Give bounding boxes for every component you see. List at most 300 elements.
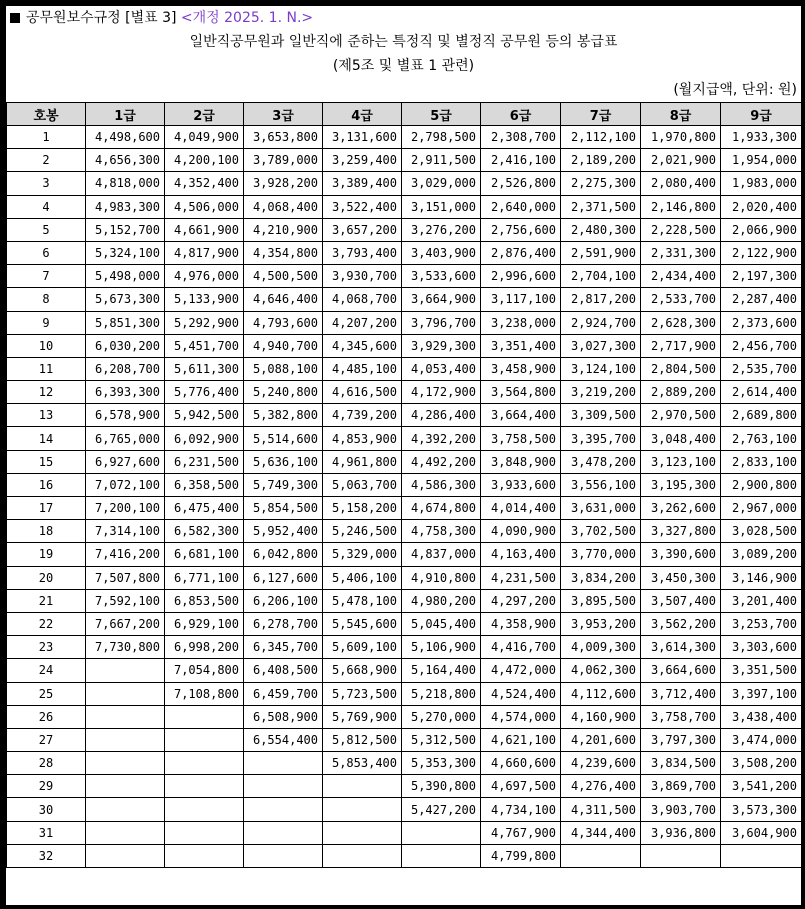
salary-cell: 2,331,300 bbox=[641, 241, 721, 264]
salary-cell: 3,478,200 bbox=[561, 450, 641, 473]
salary-cell: 3,351,500 bbox=[721, 659, 802, 682]
salary-cell: 4,068,700 bbox=[323, 288, 402, 311]
salary-cell: 2,275,300 bbox=[561, 172, 641, 195]
salary-cell: 1,954,000 bbox=[721, 149, 802, 172]
salary-cell: 4,352,400 bbox=[165, 172, 244, 195]
salary-cell bbox=[165, 821, 244, 844]
salary-cell: 3,797,300 bbox=[641, 728, 721, 751]
salary-cell: 3,397,100 bbox=[721, 682, 802, 705]
salary-cell: 2,122,900 bbox=[721, 241, 802, 264]
salary-cell: 7,108,800 bbox=[165, 682, 244, 705]
column-header: 9급 bbox=[721, 103, 802, 126]
table-row bbox=[7, 241, 802, 264]
salary-cell bbox=[561, 844, 641, 867]
column-header: 7급 bbox=[561, 103, 641, 126]
salary-cell: 3,953,200 bbox=[561, 612, 641, 635]
step-cell: 5 bbox=[7, 218, 86, 241]
salary-cell: 3,390,600 bbox=[641, 543, 721, 566]
salary-cell: 6,475,400 bbox=[165, 497, 244, 520]
salary-cell: 3,195,300 bbox=[641, 473, 721, 496]
salary-cell: 4,112,600 bbox=[561, 682, 641, 705]
amendment-note: <개정 2025. 1. N.> bbox=[180, 10, 314, 26]
salary-cell: 3,712,400 bbox=[641, 682, 721, 705]
salary-cell: 4,799,800 bbox=[481, 844, 561, 867]
salary-cell: 3,327,800 bbox=[641, 520, 721, 543]
table-header-row bbox=[7, 103, 802, 126]
salary-cell: 5,673,300 bbox=[86, 288, 165, 311]
salary-cell: 7,200,100 bbox=[86, 497, 165, 520]
step-cell: 23 bbox=[7, 636, 86, 659]
salary-cell: 3,664,600 bbox=[641, 659, 721, 682]
salary-cell: 4,049,900 bbox=[165, 126, 244, 149]
table-row bbox=[7, 473, 802, 496]
salary-cell: 2,798,500 bbox=[402, 126, 481, 149]
salary-cell: 2,434,400 bbox=[641, 265, 721, 288]
table-row bbox=[7, 520, 802, 543]
salary-cell: 3,201,400 bbox=[721, 589, 802, 612]
salary-cell: 3,262,600 bbox=[641, 497, 721, 520]
salary-cell: 3,834,200 bbox=[561, 566, 641, 589]
salary-cell: 5,045,400 bbox=[402, 612, 481, 635]
salary-cell bbox=[86, 798, 165, 821]
salary-cell: 4,231,500 bbox=[481, 566, 561, 589]
salary-cell: 5,723,500 bbox=[323, 682, 402, 705]
table-row bbox=[7, 775, 802, 798]
salary-cell bbox=[641, 844, 721, 867]
salary-cell: 5,812,500 bbox=[323, 728, 402, 751]
table-row bbox=[7, 450, 802, 473]
salary-cell: 3,029,000 bbox=[402, 172, 481, 195]
salary-cell: 3,458,900 bbox=[481, 357, 561, 380]
column-header: 4급 bbox=[323, 103, 402, 126]
salary-cell: 2,197,300 bbox=[721, 265, 802, 288]
salary-cell: 3,796,700 bbox=[402, 311, 481, 334]
step-cell: 3 bbox=[7, 172, 86, 195]
salary-cell: 2,817,200 bbox=[561, 288, 641, 311]
salary-cell: 6,554,400 bbox=[244, 728, 323, 751]
salary-cell: 2,535,700 bbox=[721, 357, 802, 380]
salary-cell: 4,492,200 bbox=[402, 450, 481, 473]
column-header: 6급 bbox=[481, 103, 561, 126]
salary-cell: 2,228,500 bbox=[641, 218, 721, 241]
step-cell: 28 bbox=[7, 752, 86, 775]
step-cell: 22 bbox=[7, 612, 86, 635]
salary-cell: 5,851,300 bbox=[86, 311, 165, 334]
salary-cell: 4,354,800 bbox=[244, 241, 323, 264]
table-row bbox=[7, 427, 802, 450]
salary-cell: 4,297,200 bbox=[481, 589, 561, 612]
salary-cell: 3,573,300 bbox=[721, 798, 802, 821]
salary-cell: 5,776,400 bbox=[165, 381, 244, 404]
salary-cell: 5,854,500 bbox=[244, 497, 323, 520]
salary-cell: 4,767,900 bbox=[481, 821, 561, 844]
column-header: 3급 bbox=[244, 103, 323, 126]
salary-cell: 6,771,100 bbox=[165, 566, 244, 589]
salary-cell: 6,929,100 bbox=[165, 612, 244, 635]
salary-cell: 3,930,700 bbox=[323, 265, 402, 288]
step-cell: 21 bbox=[7, 589, 86, 612]
salary-cell: 2,911,500 bbox=[402, 149, 481, 172]
salary-cell: 5,853,400 bbox=[323, 752, 402, 775]
salary-cell: 2,533,700 bbox=[641, 288, 721, 311]
salary-cell: 2,526,800 bbox=[481, 172, 561, 195]
step-cell: 30 bbox=[7, 798, 86, 821]
salary-cell: 4,586,300 bbox=[402, 473, 481, 496]
salary-cell: 3,770,000 bbox=[561, 543, 641, 566]
table-row bbox=[7, 218, 802, 241]
salary-cell: 3,664,900 bbox=[402, 288, 481, 311]
salary-cell: 2,996,600 bbox=[481, 265, 561, 288]
salary-cell: 2,924,700 bbox=[561, 311, 641, 334]
salary-cell: 3,928,200 bbox=[244, 172, 323, 195]
salary-cell: 4,500,500 bbox=[244, 265, 323, 288]
salary-cell: 4,163,400 bbox=[481, 543, 561, 566]
salary-cell: 5,106,900 bbox=[402, 636, 481, 659]
column-header: 호봉 bbox=[7, 103, 86, 126]
unit-note: (월지급액, 단위: 원) bbox=[673, 82, 797, 98]
salary-cell: 5,545,600 bbox=[323, 612, 402, 635]
salary-cell: 3,027,300 bbox=[561, 334, 641, 357]
step-cell: 26 bbox=[7, 705, 86, 728]
salary-cell: 5,478,100 bbox=[323, 589, 402, 612]
salary-cell: 2,876,400 bbox=[481, 241, 561, 264]
salary-cell: 3,395,700 bbox=[561, 427, 641, 450]
salary-cell: 4,837,000 bbox=[402, 543, 481, 566]
salary-cell: 1,983,000 bbox=[721, 172, 802, 195]
salary-cell: 4,646,400 bbox=[244, 288, 323, 311]
salary-cell: 6,042,800 bbox=[244, 543, 323, 566]
salary-cell bbox=[165, 844, 244, 867]
salary-cell: 4,068,400 bbox=[244, 195, 323, 218]
salary-cell: 5,514,600 bbox=[244, 427, 323, 450]
salary-cell: 3,604,900 bbox=[721, 821, 802, 844]
table-row bbox=[7, 636, 802, 659]
salary-cell: 3,151,000 bbox=[402, 195, 481, 218]
salary-cell bbox=[244, 798, 323, 821]
salary-cell: 6,681,100 bbox=[165, 543, 244, 566]
step-cell: 32 bbox=[7, 844, 86, 867]
salary-cell: 4,980,200 bbox=[402, 589, 481, 612]
salary-cell: 2,591,900 bbox=[561, 241, 641, 264]
salary-cell: 3,351,400 bbox=[481, 334, 561, 357]
salary-cell: 5,329,000 bbox=[323, 543, 402, 566]
step-cell: 4 bbox=[7, 195, 86, 218]
table-row bbox=[7, 612, 802, 635]
salary-cell: 4,485,100 bbox=[323, 357, 402, 380]
salary-cell: 2,900,800 bbox=[721, 473, 802, 496]
salary-cell: 2,480,300 bbox=[561, 218, 641, 241]
salary-cell: 3,309,500 bbox=[561, 404, 641, 427]
table-row bbox=[7, 728, 802, 751]
salary-cell: 7,592,100 bbox=[86, 589, 165, 612]
document-page bbox=[6, 6, 801, 905]
table-row bbox=[7, 357, 802, 380]
salary-cell: 3,614,300 bbox=[641, 636, 721, 659]
salary-cell bbox=[323, 844, 402, 867]
salary-cell bbox=[244, 752, 323, 775]
salary-cell bbox=[86, 659, 165, 682]
salary-cell bbox=[244, 821, 323, 844]
salary-cell: 4,416,700 bbox=[481, 636, 561, 659]
table-row bbox=[7, 659, 802, 682]
salary-cell: 4,734,100 bbox=[481, 798, 561, 821]
salary-cell: 5,390,800 bbox=[402, 775, 481, 798]
step-cell: 14 bbox=[7, 427, 86, 450]
column-header: 5급 bbox=[402, 103, 481, 126]
salary-cell: 4,940,700 bbox=[244, 334, 323, 357]
salary-cell bbox=[86, 821, 165, 844]
salary-cell: 2,021,900 bbox=[641, 149, 721, 172]
salary-cell: 1,933,300 bbox=[721, 126, 802, 149]
salary-cell: 4,207,200 bbox=[323, 311, 402, 334]
step-cell: 6 bbox=[7, 241, 86, 264]
table-row bbox=[7, 821, 802, 844]
salary-cell: 2,416,100 bbox=[481, 149, 561, 172]
salary-cell: 3,403,900 bbox=[402, 241, 481, 264]
salary-cell: 3,936,800 bbox=[641, 821, 721, 844]
regulation-reference: 공무원보수규정 [별표 3] bbox=[26, 10, 177, 26]
salary-cell: 6,853,500 bbox=[165, 589, 244, 612]
salary-cell: 4,014,400 bbox=[481, 497, 561, 520]
salary-cell: 4,392,200 bbox=[402, 427, 481, 450]
step-cell: 17 bbox=[7, 497, 86, 520]
table-row bbox=[7, 265, 802, 288]
salary-cell: 5,406,100 bbox=[323, 566, 402, 589]
table-title: 일반직공무원과 일반직에 준하는 특정직 및 별정직 공무원 등의 봉급표 bbox=[189, 34, 618, 50]
table-row bbox=[7, 195, 802, 218]
salary-cell: 4,311,500 bbox=[561, 798, 641, 821]
salary-cell: 4,674,800 bbox=[402, 497, 481, 520]
salary-cell: 6,459,700 bbox=[244, 682, 323, 705]
table-subtitle: (제5조 및 별표 1 관련) bbox=[332, 58, 475, 74]
salary-cell bbox=[165, 705, 244, 728]
step-cell: 8 bbox=[7, 288, 86, 311]
column-header: 2급 bbox=[165, 103, 244, 126]
step-cell: 18 bbox=[7, 520, 86, 543]
salary-cell bbox=[244, 844, 323, 867]
salary-cell: 3,533,600 bbox=[402, 265, 481, 288]
salary-cell: 3,869,700 bbox=[641, 775, 721, 798]
salary-cell: 5,292,900 bbox=[165, 311, 244, 334]
salary-cell: 7,054,800 bbox=[165, 659, 244, 682]
salary-cell: 4,574,000 bbox=[481, 705, 561, 728]
salary-cell: 3,117,100 bbox=[481, 288, 561, 311]
step-cell: 27 bbox=[7, 728, 86, 751]
salary-cell: 2,689,800 bbox=[721, 404, 802, 427]
salary-cell bbox=[86, 775, 165, 798]
salary-cell: 5,063,700 bbox=[323, 473, 402, 496]
table-row bbox=[7, 752, 802, 775]
salary-cell: 3,219,200 bbox=[561, 381, 641, 404]
salary-cell: 3,793,400 bbox=[323, 241, 402, 264]
salary-cell: 6,508,900 bbox=[244, 705, 323, 728]
document-header bbox=[6, 6, 801, 30]
salary-cell: 6,393,300 bbox=[86, 381, 165, 404]
salary-cell: 3,564,800 bbox=[481, 381, 561, 404]
salary-cell: 4,739,200 bbox=[323, 404, 402, 427]
table-row bbox=[7, 798, 802, 821]
salary-cell: 4,660,600 bbox=[481, 752, 561, 775]
salary-cell: 6,408,500 bbox=[244, 659, 323, 682]
salary-cell: 2,804,500 bbox=[641, 357, 721, 380]
salary-cell bbox=[323, 775, 402, 798]
salary-cell: 4,621,100 bbox=[481, 728, 561, 751]
table-row bbox=[7, 381, 802, 404]
salary-cell: 5,498,000 bbox=[86, 265, 165, 288]
salary-cell bbox=[244, 775, 323, 798]
salary-cell: 2,717,900 bbox=[641, 334, 721, 357]
salary-cell: 6,030,200 bbox=[86, 334, 165, 357]
salary-cell bbox=[323, 798, 402, 821]
salary-cell: 3,848,900 bbox=[481, 450, 561, 473]
table-row bbox=[7, 682, 802, 705]
salary-cell: 2,456,700 bbox=[721, 334, 802, 357]
salary-cell: 5,152,700 bbox=[86, 218, 165, 241]
salary-cell: 7,416,200 bbox=[86, 543, 165, 566]
step-cell: 24 bbox=[7, 659, 86, 682]
salary-cell: 5,240,800 bbox=[244, 381, 323, 404]
salary-cell: 4,239,600 bbox=[561, 752, 641, 775]
salary-cell: 3,631,000 bbox=[561, 497, 641, 520]
salary-cell: 4,818,000 bbox=[86, 172, 165, 195]
salary-cell bbox=[86, 705, 165, 728]
salary-cell bbox=[165, 775, 244, 798]
salary-cell: 6,582,300 bbox=[165, 520, 244, 543]
salary-cell: 1,970,800 bbox=[641, 126, 721, 149]
salary-cell: 6,998,200 bbox=[165, 636, 244, 659]
salary-cell: 5,636,100 bbox=[244, 450, 323, 473]
salary-cell bbox=[402, 844, 481, 867]
salary-cell: 3,238,000 bbox=[481, 311, 561, 334]
table-row bbox=[7, 589, 802, 612]
salary-cell: 3,438,400 bbox=[721, 705, 802, 728]
column-header: 8급 bbox=[641, 103, 721, 126]
salary-cell bbox=[86, 752, 165, 775]
salary-cell: 5,164,400 bbox=[402, 659, 481, 682]
salary-cell: 4,616,500 bbox=[323, 381, 402, 404]
salary-cell: 3,474,000 bbox=[721, 728, 802, 751]
salary-cell: 4,506,000 bbox=[165, 195, 244, 218]
step-cell: 11 bbox=[7, 357, 86, 380]
salary-cell: 3,522,400 bbox=[323, 195, 402, 218]
salary-cell: 6,358,500 bbox=[165, 473, 244, 496]
salary-cell bbox=[165, 798, 244, 821]
salary-cell: 4,358,900 bbox=[481, 612, 561, 635]
salary-cell: 5,312,500 bbox=[402, 728, 481, 751]
salary-cell: 5,451,700 bbox=[165, 334, 244, 357]
salary-cell: 5,353,300 bbox=[402, 752, 481, 775]
salary-cell: 5,133,900 bbox=[165, 288, 244, 311]
salary-cell: 4,053,400 bbox=[402, 357, 481, 380]
salary-cell: 5,218,800 bbox=[402, 682, 481, 705]
salary-cell: 4,201,600 bbox=[561, 728, 641, 751]
salary-cell: 3,562,200 bbox=[641, 612, 721, 635]
salary-cell: 3,541,200 bbox=[721, 775, 802, 798]
step-cell: 31 bbox=[7, 821, 86, 844]
step-cell: 1 bbox=[7, 126, 86, 149]
salary-cell bbox=[323, 821, 402, 844]
salary-cell: 3,253,700 bbox=[721, 612, 802, 635]
salary-cell: 2,189,200 bbox=[561, 149, 641, 172]
table-row bbox=[7, 334, 802, 357]
step-cell: 25 bbox=[7, 682, 86, 705]
table-row bbox=[7, 705, 802, 728]
salary-cell: 5,942,500 bbox=[165, 404, 244, 427]
salary-cell: 2,640,000 bbox=[481, 195, 561, 218]
salary-cell: 7,072,100 bbox=[86, 473, 165, 496]
salary-cell: 3,123,100 bbox=[641, 450, 721, 473]
salary-cell: 6,278,700 bbox=[244, 612, 323, 635]
step-cell: 13 bbox=[7, 404, 86, 427]
salary-cell: 5,382,800 bbox=[244, 404, 323, 427]
salary-cell: 3,895,500 bbox=[561, 589, 641, 612]
salary-cell: 5,246,500 bbox=[323, 520, 402, 543]
table-row bbox=[7, 497, 802, 520]
salary-cell: 6,765,000 bbox=[86, 427, 165, 450]
salary-cell: 2,066,900 bbox=[721, 218, 802, 241]
salary-cell: 4,160,900 bbox=[561, 705, 641, 728]
salary-cell: 2,146,800 bbox=[641, 195, 721, 218]
salary-cell: 3,933,600 bbox=[481, 473, 561, 496]
salary-cell: 3,758,700 bbox=[641, 705, 721, 728]
salary-cell: 5,749,300 bbox=[244, 473, 323, 496]
salary-cell: 2,614,400 bbox=[721, 381, 802, 404]
salary-cell: 3,146,900 bbox=[721, 566, 802, 589]
salary-cell: 4,910,800 bbox=[402, 566, 481, 589]
step-cell: 2 bbox=[7, 149, 86, 172]
salary-cell: 7,507,800 bbox=[86, 566, 165, 589]
salary-cell: 3,657,200 bbox=[323, 218, 402, 241]
salary-cell: 5,324,100 bbox=[86, 241, 165, 264]
salary-cell: 3,131,600 bbox=[323, 126, 402, 149]
salary-cell: 2,112,100 bbox=[561, 126, 641, 149]
step-cell: 16 bbox=[7, 473, 86, 496]
salary-cell bbox=[86, 682, 165, 705]
salary-cell: 4,090,900 bbox=[481, 520, 561, 543]
salary-cell: 3,028,500 bbox=[721, 520, 802, 543]
salary-cell: 2,756,600 bbox=[481, 218, 561, 241]
salary-cell: 6,092,900 bbox=[165, 427, 244, 450]
step-cell: 7 bbox=[7, 265, 86, 288]
salary-cell: 3,507,400 bbox=[641, 589, 721, 612]
salary-cell: 2,704,100 bbox=[561, 265, 641, 288]
salary-cell: 3,653,800 bbox=[244, 126, 323, 149]
salary-cell: 4,200,100 bbox=[165, 149, 244, 172]
salary-cell: 4,976,000 bbox=[165, 265, 244, 288]
salary-cell: 4,758,300 bbox=[402, 520, 481, 543]
table-row bbox=[7, 149, 802, 172]
salary-cell: 6,206,100 bbox=[244, 589, 323, 612]
salary-cell: 3,124,100 bbox=[561, 357, 641, 380]
salary-cell: 6,231,500 bbox=[165, 450, 244, 473]
salary-cell: 3,758,500 bbox=[481, 427, 561, 450]
salary-cell: 3,702,500 bbox=[561, 520, 641, 543]
salary-cell: 6,208,700 bbox=[86, 357, 165, 380]
salary-cell: 4,656,300 bbox=[86, 149, 165, 172]
step-cell: 29 bbox=[7, 775, 86, 798]
salary-cell: 6,578,900 bbox=[86, 404, 165, 427]
salary-cell: 3,450,300 bbox=[641, 566, 721, 589]
step-cell: 20 bbox=[7, 566, 86, 589]
table-row bbox=[7, 288, 802, 311]
table-row bbox=[7, 566, 802, 589]
salary-cell: 5,609,100 bbox=[323, 636, 402, 659]
step-cell: 19 bbox=[7, 543, 86, 566]
step-cell: 9 bbox=[7, 311, 86, 334]
table-row bbox=[7, 844, 802, 867]
salary-cell: 3,929,300 bbox=[402, 334, 481, 357]
salary-cell: 2,287,400 bbox=[721, 288, 802, 311]
